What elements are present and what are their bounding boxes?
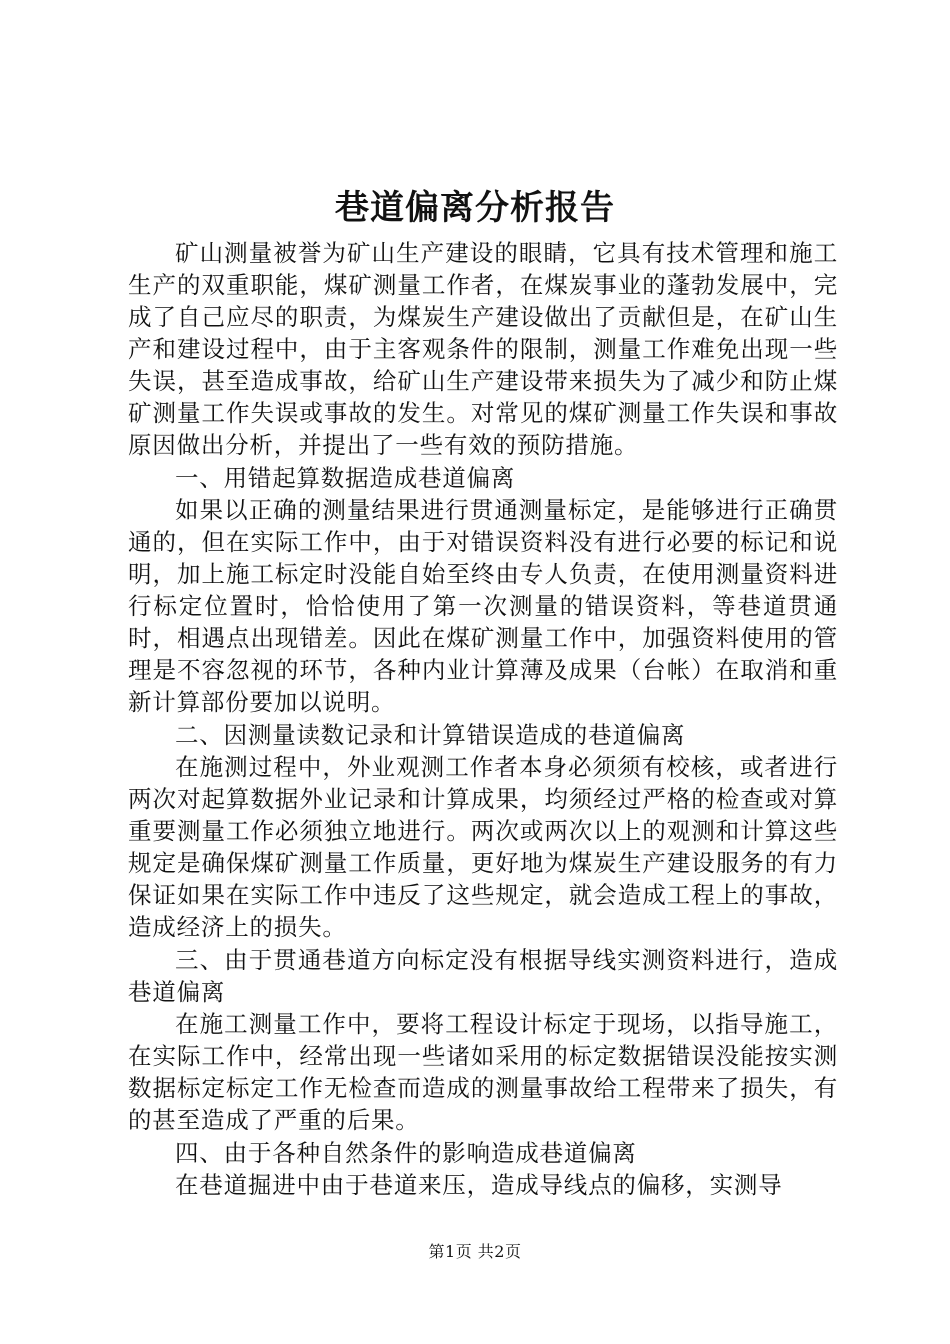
section-paragraph-1: 如果以正确的测量结果进行贯通测量标定，是能够进行正确贯通的，但在实际工作中，由于对错误资料没有进行必要的标记和说明，加上施工标定时没能自始至终由专人负责，在使用测量资料进行标定位置时，恰恰使用了第一次测量的错误资料，等巷道贯通时，相遇点出现错差。因此在煤矿测量工作中，加强资料使用的管理是不容忽视的环节，各种内业计算薄及成果（台帐）在取消和重新计算部份要加以说明。 <box>128 496 838 716</box>
section-heading-3: 三、由于贯通巷道方向标定没有根据导线实测资料进行，造成巷道偏离 <box>128 946 838 1006</box>
intro-paragraph: 矿山测量被誉为矿山生产建设的眼睛，它具有技术管理和施工生产的双重职能，煤矿测量工作者，在煤炭事业的蓬勃发展中，完成了自己应尽的职责，为煤炭生产建设做出了贡献但是，在矿山生产和建设过程中，由于主客观条件的限制，测量工作难免出现一些失误，甚至造成事故，给矿山生产建设带来损失为了减少和防止煤矿测量工作失误或事故的发生。对常见的煤矿测量工作失误和事故原因做出分析，并提出了一些有效的预防措施。 <box>128 239 838 459</box>
section-paragraph-3: 在施工测量工作中，要将工程设计标定于现场，以指导施工，在实际工作中，经常出现一些诸如采用的标定数据错误没能按实测数据标定标定工作无检查而造成的测量事故给工程带来了损失，有的甚至造成了严重的后果。 <box>128 1010 838 1134</box>
section-paragraph-4: 在巷道掘进中由于巷道来压，造成导线点的偏移，实测导 <box>175 1171 783 1199</box>
page-footer: 第1页 共2页 <box>428 1242 522 1261</box>
document-title: 巷道偏离分析报告 <box>335 188 615 228</box>
document-body <box>128 237 838 1201</box>
section-heading-2: 二、因测量读数记录和计算错误造成的巷道偏离 <box>175 721 686 749</box>
section-paragraph-2: 在施测过程中，外业观测工作者本身必须须有校核，或者进行两次对起算数据外业记录和计算成果，均须经过严格的检查或对算重要测量工作必须独立地进行。两次或两次以上的观测和计算这些规定是确保煤矿测量工作质量，更好地为煤炭生产建设服务的有力保证如果在实际工作中违反了这些规定，就会造成工程上的事故，造成经济上的损失。 <box>128 753 838 941</box>
section-heading-1: 一、用错起算数据造成巷道偏离 <box>175 464 516 492</box>
section-heading-4: 四、由于各种自然条件的影响造成巷道偏离 <box>175 1139 637 1167</box>
